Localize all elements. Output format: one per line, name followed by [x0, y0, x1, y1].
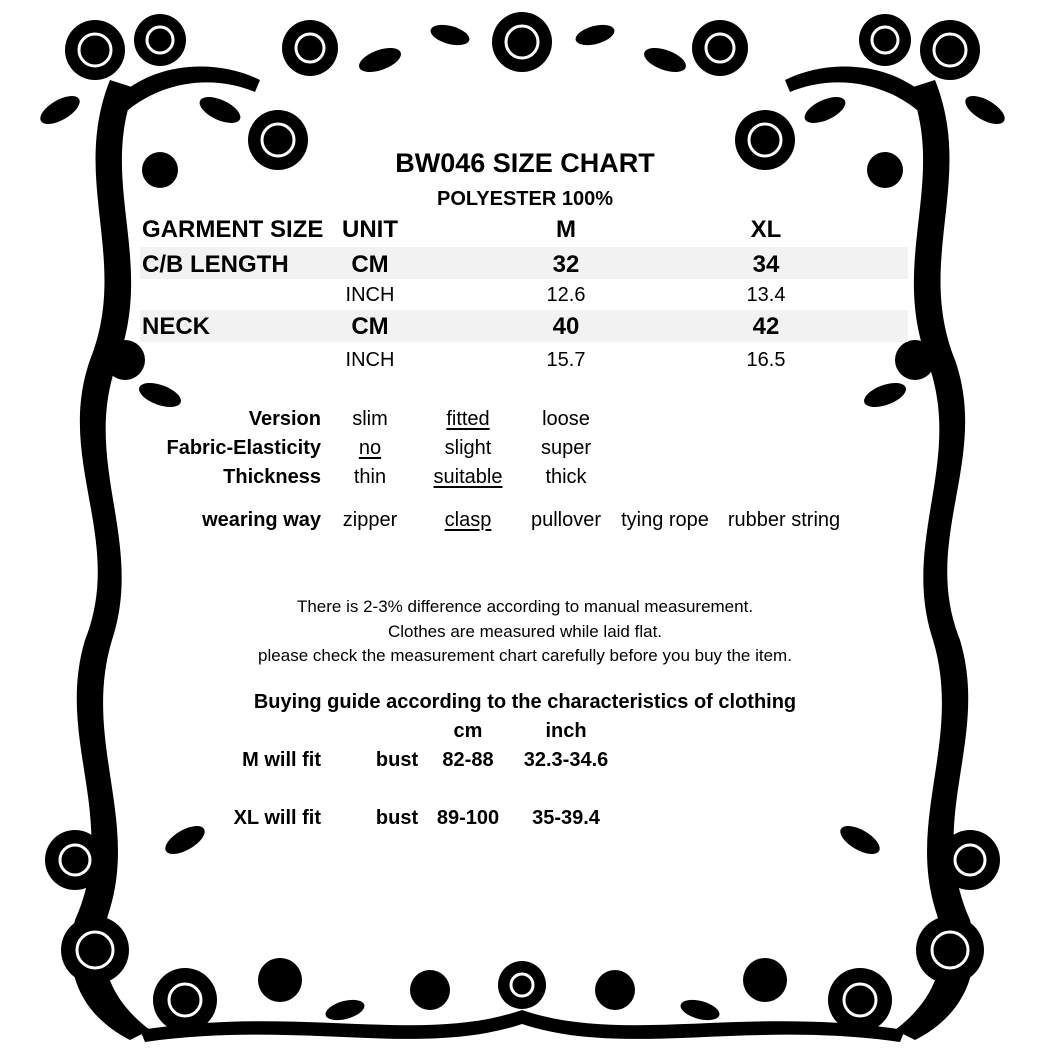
attr-option: tying rope [621, 509, 709, 531]
note-line: There is 2-3% difference according to manual measurement. [296, 597, 754, 616]
page-title: BW046 SIZE CHART [395, 148, 655, 178]
table-cell-value: 42 [752, 313, 780, 340]
attr-option: thick [545, 466, 587, 488]
table-header-unit: UNIT [342, 216, 398, 243]
buying-guide-col-inch: inch [545, 720, 587, 742]
table-cell-value: 40 [552, 313, 580, 340]
buying-guide-cm: 89-100 [436, 807, 500, 829]
table-cell-unit: CM [351, 313, 389, 340]
attr-option-selected: suitable [433, 466, 503, 488]
table-row-label: NECK [142, 313, 211, 340]
buying-guide-title: Buying guide according to the characteristics of clothing [253, 691, 797, 713]
buying-guide-row-label: M will fit [242, 749, 321, 771]
attr-option-selected: no [358, 437, 382, 459]
buying-guide-measure: bust [375, 807, 419, 829]
table-cell-value: 34 [752, 251, 780, 278]
table-row-label: C/B LENGTH [142, 251, 289, 278]
table-cell-unit: INCH [345, 284, 395, 306]
table-cell-unit: INCH [345, 349, 395, 371]
buying-guide-cm: 82-88 [442, 749, 494, 771]
attr-option: slim [352, 408, 388, 430]
attr-option: pullover [530, 509, 602, 531]
material-label: POLYESTER 100% [436, 188, 614, 210]
attr-label-thickness: Thickness [223, 466, 321, 488]
buying-guide-row-label: XL will fit [233, 807, 321, 829]
table-header-garment-size: GARMENT SIZE [142, 216, 324, 243]
table-cell-value: 12.6 [546, 284, 586, 306]
table-cell-value: 16.5 [746, 349, 786, 371]
table-row-band [140, 310, 908, 342]
table-cell-value: 13.4 [746, 284, 786, 306]
note-line: please check the measurement chart carefully before you buy the item. [258, 646, 792, 665]
attr-option: thin [353, 466, 387, 488]
buying-guide-col-cm: cm [453, 720, 483, 742]
note-line: Clothes are measured while laid flat. [387, 622, 663, 641]
attr-option: loose [542, 408, 590, 430]
buying-guide-inch: 35-39.4 [532, 807, 600, 829]
table-cell-value: 15.7 [546, 349, 586, 371]
attr-option: super [540, 437, 592, 459]
buying-guide-inch: 32.3-34.6 [523, 749, 609, 771]
attr-option-selected: clasp [444, 509, 492, 531]
attr-option: slight [444, 437, 492, 459]
buying-guide-measure: bust [375, 749, 419, 771]
table-header-size-m: M [556, 216, 576, 243]
table-header-size-xl: XL [750, 216, 782, 243]
attr-option: zipper [342, 509, 398, 531]
attr-label-wearing-way: wearing way [202, 509, 321, 531]
table-cell-unit: CM [351, 251, 389, 278]
attr-label-fabric-elasticity: Fabric-Elasticity [166, 437, 321, 459]
attr-label-version: Version [248, 408, 321, 430]
attr-option-selected: fitted [446, 408, 490, 430]
table-cell-value: 32 [552, 251, 580, 278]
attr-option: rubber string [727, 509, 841, 531]
